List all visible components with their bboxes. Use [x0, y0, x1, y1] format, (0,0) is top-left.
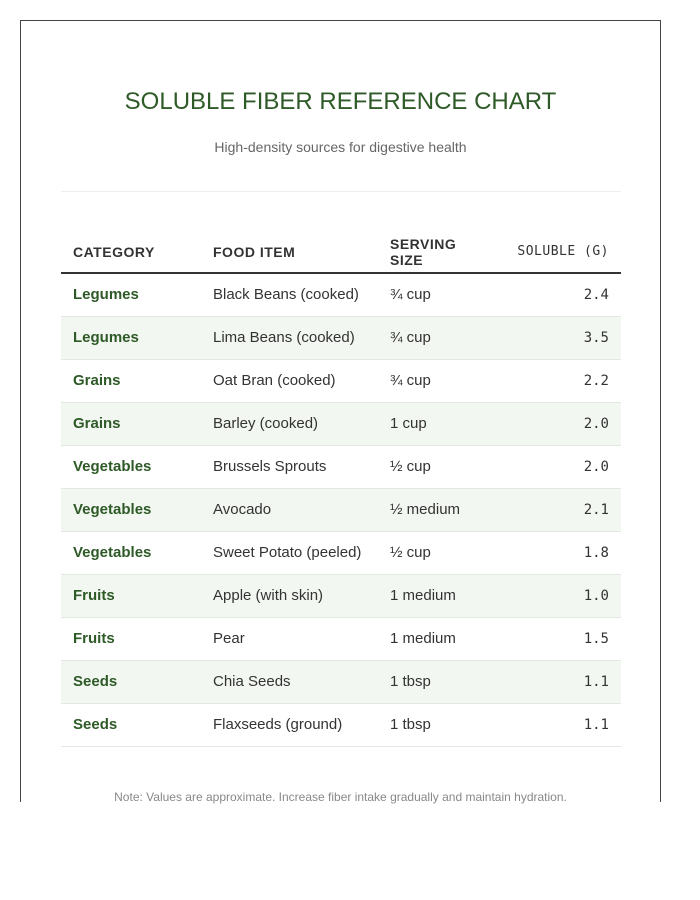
category-cell: Fruits — [61, 574, 201, 617]
table-row — [61, 531, 621, 574]
category-cell: Grains — [61, 359, 201, 402]
food-item-cell: Apple (with skin) — [201, 574, 378, 617]
table-row — [61, 574, 621, 617]
category-cell: Seeds — [61, 703, 201, 746]
table-row — [61, 316, 621, 359]
table-row — [61, 273, 621, 316]
page-subtitle: High-density sources for digestive health — [214, 139, 467, 155]
serving-size-cell: 1 medium — [378, 574, 505, 617]
category-cell: Legumes — [61, 316, 201, 359]
serving-size-cell: 1 tbsp — [378, 703, 505, 746]
soluble-value-cell: 2.4 — [505, 273, 621, 316]
table-row — [61, 445, 621, 488]
table-row — [61, 703, 621, 746]
food-item-cell: Oat Bran (cooked) — [201, 359, 378, 402]
soluble-value-cell: 2.0 — [505, 445, 621, 488]
soluble-value-cell: 1.0 — [505, 574, 621, 617]
serving-size-cell: ¾ cup — [378, 316, 505, 359]
soluble-value-cell: 2.1 — [505, 488, 621, 531]
fiber-table-container — [61, 231, 621, 747]
category-cell: Grains — [61, 402, 201, 445]
soluble-value-cell: 2.2 — [505, 359, 621, 402]
table-row — [61, 402, 621, 445]
category-cell: Seeds — [61, 660, 201, 703]
column-header-food-item: FOOD ITEM — [201, 231, 378, 273]
column-header-serving-size: SERVING SIZE — [378, 231, 505, 273]
category-cell: Fruits — [61, 617, 201, 660]
serving-size-cell: ¾ cup — [378, 273, 505, 316]
food-item-cell: Chia Seeds — [201, 660, 378, 703]
column-header-category: CATEGORY — [61, 231, 201, 273]
food-item-cell: Brussels Sprouts — [201, 445, 378, 488]
category-cell: Legumes — [61, 273, 201, 316]
serving-size-cell: 1 cup — [378, 402, 505, 445]
serving-size-cell: ¾ cup — [378, 359, 505, 402]
food-item-cell: Black Beans (cooked) — [201, 273, 378, 316]
soluble-value-cell: 2.0 — [505, 402, 621, 445]
footnote: Note: Values are approximate. Increase fiber intake gradually and maintain hydration. — [114, 790, 567, 804]
soluble-value-cell: 1.8 — [505, 531, 621, 574]
food-item-cell: Barley (cooked) — [201, 402, 378, 445]
category-cell: Vegetables — [61, 488, 201, 531]
food-item-cell: Pear — [201, 617, 378, 660]
soluble-value-cell: 3.5 — [505, 316, 621, 359]
column-header-soluble: SOLUBLE (G) — [505, 231, 621, 273]
soluble-value-cell: 1.1 — [505, 703, 621, 746]
soluble-value-cell: 1.5 — [505, 617, 621, 660]
serving-size-cell: ½ cup — [378, 445, 505, 488]
header-divider — [61, 191, 621, 192]
serving-size-cell: 1 tbsp — [378, 660, 505, 703]
table-header-row — [61, 231, 621, 273]
serving-size-cell: 1 medium — [378, 617, 505, 660]
food-item-cell: Flaxseeds (ground) — [201, 703, 378, 746]
food-item-cell: Avocado — [201, 488, 378, 531]
category-cell: Vegetables — [61, 445, 201, 488]
table-row — [61, 660, 621, 703]
category-cell: Vegetables — [61, 531, 201, 574]
serving-size-cell: ½ medium — [378, 488, 505, 531]
food-item-cell: Sweet Potato (peeled) — [201, 531, 378, 574]
soluble-value-cell: 1.1 — [505, 660, 621, 703]
reference-card — [20, 20, 661, 802]
food-item-cell: Lima Beans (cooked) — [201, 316, 378, 359]
table-row — [61, 359, 621, 402]
fiber-table — [61, 231, 621, 747]
table-row — [61, 488, 621, 531]
serving-size-cell: ½ cup — [378, 531, 505, 574]
page-title: SOLUBLE FIBER REFERENCE CHART — [124, 88, 557, 115]
table-row — [61, 617, 621, 660]
